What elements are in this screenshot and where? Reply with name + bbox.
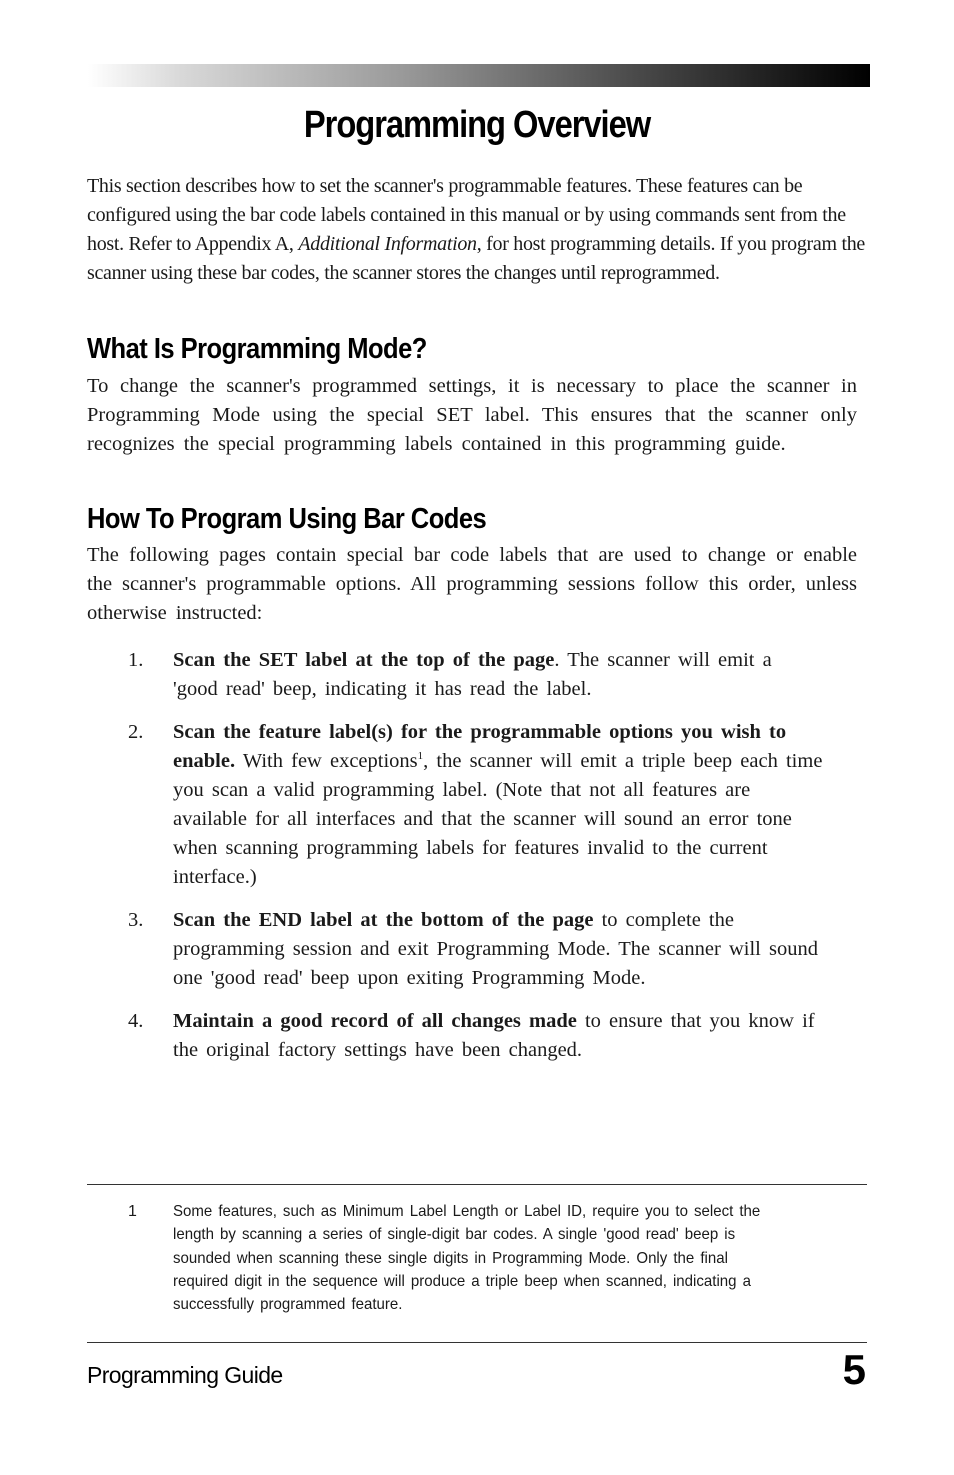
header-gradient-bar bbox=[88, 64, 870, 87]
intro-paragraph bbox=[87, 172, 867, 288]
step-text bbox=[173, 718, 823, 892]
footnote-divider bbox=[87, 1184, 867, 1185]
footnote bbox=[128, 1200, 828, 1316]
step-number: 4. bbox=[128, 1010, 144, 1032]
footnote-number: 1 bbox=[128, 1203, 137, 1220]
section-heading-programming-mode: What Is Programming Mode? bbox=[87, 333, 427, 365]
step-bold-text: Maintain a good record of all changes made bbox=[173, 1010, 577, 1032]
section-heading-bar-codes: How To Program Using Bar Codes bbox=[87, 503, 487, 535]
list-item bbox=[128, 1007, 828, 1065]
intro-text-start: This section describes how to set the scanner's programmable features. These features can be configured using the bar code labels contained in this manual or by using commands sent from the host. Refer to Appendix A, bbox=[87, 175, 846, 255]
intro-italic-reference: Additional Information bbox=[298, 233, 477, 255]
step-bold-text: Scan the END label at the bottom of the page bbox=[173, 909, 594, 931]
step-bold-text: Scan the feature label(s) for the programmable options you wish to enable. bbox=[173, 721, 787, 772]
footer-divider bbox=[87, 1342, 867, 1343]
step-body-text-continued: , the scanner will emit a triple beep each time you scan a valid programming label. (Note that not all features are available for all interfaces and that the scanner will sound an error tone when scanning programming labels for features invalid to the current interface.) bbox=[173, 750, 823, 888]
step-text bbox=[173, 906, 823, 993]
list-item bbox=[128, 906, 828, 993]
step-body-text: to ensure that you know if the original factory settings have been changed. bbox=[173, 1010, 815, 1061]
step-text bbox=[173, 646, 823, 704]
list-item bbox=[128, 646, 828, 704]
step-number: 2. bbox=[128, 721, 144, 743]
step-number: 1. bbox=[128, 649, 144, 671]
step-body-text: With few exceptions bbox=[235, 750, 418, 772]
footer-title: Programming Guide bbox=[87, 1362, 283, 1388]
page-title: Programming Overview bbox=[303, 104, 651, 146]
step-body-text: to complete the programming session and exit Programming Mode. The scanner will sound one 'good read' beep upon exiting Programming Mode. bbox=[173, 909, 818, 989]
section-body-bar-codes: The following pages contain special bar code labels that are used to change or enable the scanner's programmable options. All programming sessions follow this order, unless otherwise instructed: bbox=[87, 544, 857, 624]
programming-steps-list bbox=[128, 646, 828, 1079]
list-item bbox=[128, 718, 828, 892]
step-text bbox=[173, 1007, 823, 1065]
footnote-reference: 1 bbox=[417, 750, 424, 763]
step-body-text: . The scanner will emit a 'good read' beep, indicating it has read the label. bbox=[173, 649, 772, 700]
section-body-programming-mode: To change the scanner's programmed settings, it is necessary to place the scanner in Programming Mode using the special SET label. This ensures that the scanner only recognizes the special programming labels contained in this programming guide. bbox=[87, 375, 857, 455]
intro-text-end: , for host programming details. If you program the scanner using these bar codes, the scanner stores the changes until reprogrammed. bbox=[87, 233, 865, 284]
step-bold-text: Scan the SET label at the top of the page bbox=[173, 649, 555, 671]
step-number: 3. bbox=[128, 909, 144, 931]
footnote-text: Some features, such as Minimum Label Length or Label ID, require you to select the length by scanning a series of single-digit bar codes. A single 'good read' beep is sounded when scanning these single digits in Programming Mode. Only the final required digit in the sequence will produce a triple beep when scanned, indicating a successfully programmed feature. bbox=[173, 1203, 761, 1314]
page-number: 5 bbox=[842, 1346, 866, 1393]
